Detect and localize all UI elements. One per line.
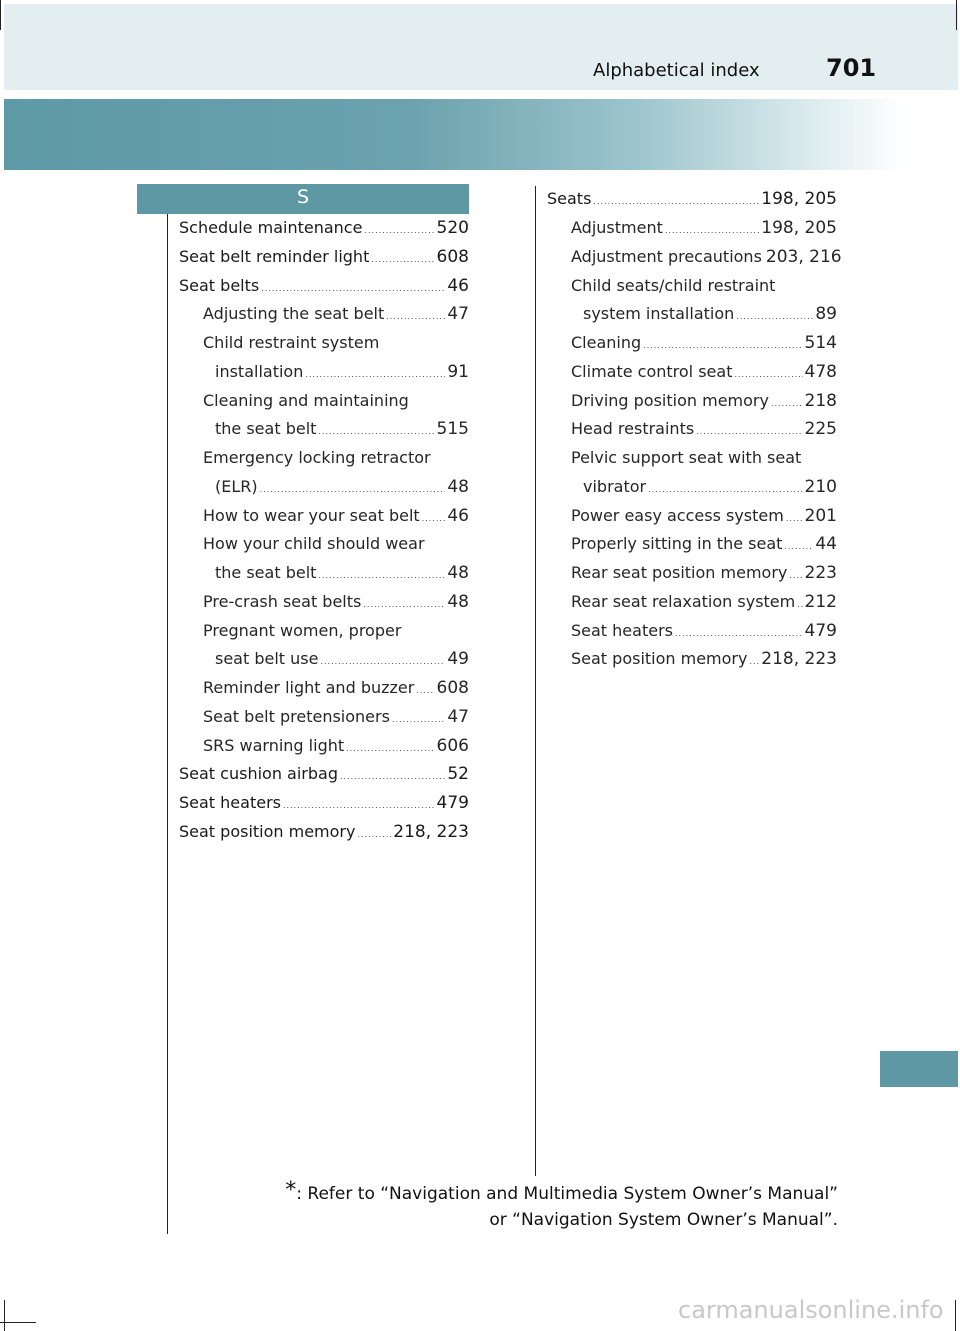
index-subentry[interactable]: Rear seat position memory ..... 223 [571, 563, 837, 586]
footnote-line-2: or “Navigation System Owner’s Manual”. [489, 1210, 838, 1230]
index-subentry: Child seats/child restraint [571, 276, 776, 295]
footnote-asterisk: * [285, 1178, 297, 1203]
crop-mark [0, 0, 1, 30]
index-subentry[interactable]: Climate control seat ..... 478 [571, 362, 837, 385]
left-column-rule [167, 214, 168, 1234]
index-subentry[interactable]: Pre-crash seat belts ..... 48 [203, 592, 469, 615]
index-entry[interactable]: Seat heaters ..... 479 [179, 793, 469, 816]
index-subentry[interactable]: Driving position memory ..... 218 [571, 391, 837, 414]
index-subentry[interactable]: Rear seat relaxation system ..... 212 [571, 592, 837, 615]
index-subentry[interactable]: Head restraints ..... 225 [571, 419, 837, 442]
index-subentry[interactable]: Adjustment precautions 203, 216 [571, 247, 842, 267]
index-subentry[interactable]: Seat belt pretensioners ..... 47 [203, 707, 469, 730]
header-band [4, 4, 958, 90]
index-subentry[interactable]: Cleaning ..... 514 [571, 333, 837, 356]
index-subentry-continued[interactable]: system installation ..... 89 [583, 304, 837, 327]
index-entry[interactable]: Seat cushion airbag ..... 52 [179, 764, 469, 787]
index-subentry[interactable]: Power easy access system ..... 201 [571, 506, 837, 529]
index-subentry-continued[interactable]: the seat belt ..... 515 [215, 419, 469, 442]
section-letter-header: S [137, 184, 469, 214]
index-entry[interactable]: Seat position memory ..... 218, 223 [179, 822, 469, 845]
crop-mark [955, 1300, 956, 1331]
crop-mark [0, 1322, 36, 1323]
index-subentry-continued[interactable]: (ELR) ..... 48 [215, 477, 469, 500]
index-subentry[interactable]: Seat position memory ..... 218, 223 [571, 649, 837, 672]
footnote-line-1: *: Refer to “Navigation and Multimedia System Owner’s Manual” [285, 1178, 838, 1204]
watermark: carmanualsonline.info [678, 1296, 944, 1324]
index-entry[interactable]: Schedule maintenance ..... 520 [179, 218, 469, 241]
footnote [285, 1178, 838, 1233]
index-subentry[interactable]: How to wear your seat belt ..... 46 [203, 506, 469, 529]
index-subentry: Cleaning and maintaining [203, 391, 409, 410]
index-entry[interactable]: Seats ..... 198, 205 [547, 189, 837, 212]
index-subentry: Pregnant women, proper [203, 621, 402, 640]
index-subentry-continued[interactable]: vibrator ..... 210 [583, 477, 837, 500]
index-subentry[interactable]: Reminder light and buzzer ..... 608 [203, 678, 469, 701]
index-subentry[interactable]: SRS warning light ..... 606 [203, 736, 469, 759]
index-subentry: Emergency locking retractor [203, 448, 431, 467]
index-subentry[interactable]: Adjusting the seat belt ..... 47 [203, 304, 469, 327]
column-divider-rule [535, 186, 536, 1176]
index-subentry-continued[interactable]: seat belt use ..... 49 [215, 649, 469, 672]
index-subentry-continued[interactable]: installation ..... 91 [215, 362, 469, 385]
crop-mark [4, 1300, 5, 1331]
index-subentry[interactable]: Seat heaters ..... 479 [571, 621, 837, 644]
decorative-gradient-band [4, 99, 904, 170]
index-subentry: Pelvic support seat with seat [571, 448, 802, 467]
page-header-title: Alphabetical index [593, 60, 760, 81]
index-subentry: Child restraint system [203, 333, 380, 352]
index-subentry[interactable]: Adjustment ..... 198, 205 [571, 218, 837, 241]
index-subentry[interactable]: Properly sitting in the seat ..... 44 [571, 534, 837, 557]
page-number: 701 [826, 54, 877, 82]
index-subentry: How your child should wear [203, 534, 425, 553]
crop-mark [956, 0, 957, 30]
index-entry[interactable]: Seat belt reminder light ..... 608 [179, 247, 469, 270]
index-entry[interactable]: Seat belts ..... 46 [179, 276, 469, 299]
section-thumb-tab [880, 1051, 958, 1087]
index-subentry-continued[interactable]: the seat belt ..... 48 [215, 563, 469, 586]
